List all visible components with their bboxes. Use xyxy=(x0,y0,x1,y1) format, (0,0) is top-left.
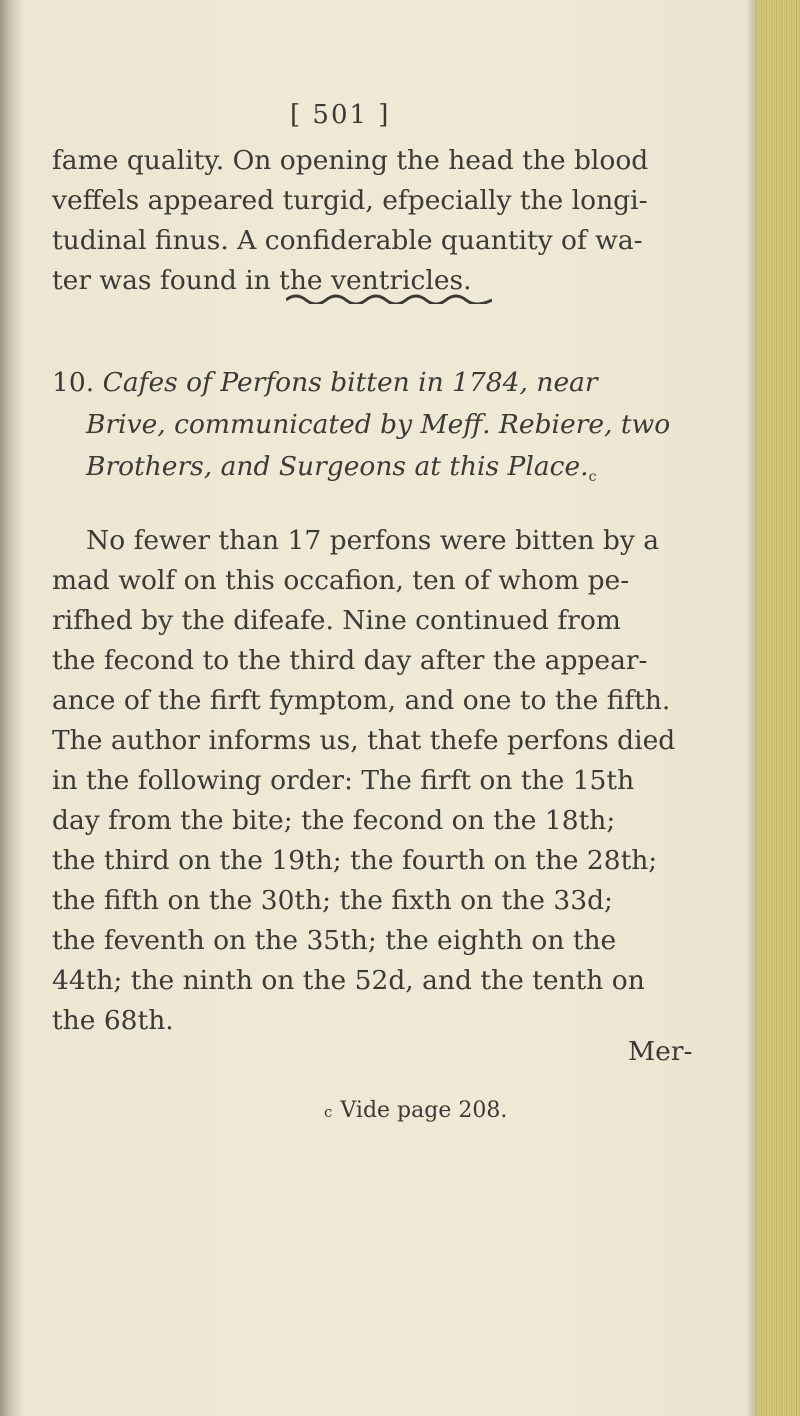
ornament-divider-icon xyxy=(286,292,492,304)
text-line: No fewer than 17 perfons were bitten by a xyxy=(86,525,660,556)
section-title-line: Cafes of Perfons bitten in 1784, near xyxy=(102,367,598,398)
edge-shadow xyxy=(746,0,756,1416)
text-line: tudinal finus. A confiderable quantity of wa- xyxy=(52,225,643,256)
text-line: mad wolf on this occafion, ten of whom pe- xyxy=(52,565,630,596)
section-title-line: Brive, communicated by Meff. Rebiere, two xyxy=(86,409,671,440)
section-number: 10. xyxy=(52,367,95,398)
paragraph-body xyxy=(52,521,732,1041)
section-title-line: Brothers, and Surgeons at this Place. xyxy=(86,451,589,482)
text-line: 44th; the ninth on the 52d, and the tenth on xyxy=(52,965,645,996)
section-heading xyxy=(52,362,732,488)
paragraph-continued xyxy=(52,141,732,301)
text-line: rifhed by the difeafe. Nine continued from xyxy=(52,605,621,636)
text-line: The author informs us, that thefe perfons died xyxy=(52,725,676,756)
text-line: the fifth on the 30th; the fixth on the 33d; xyxy=(52,885,613,916)
text-line: veffels appeared turgid, efpecially the longi- xyxy=(52,185,648,216)
text-line: fame quality. On opening the head the blood xyxy=(52,145,649,176)
text-line: the fecond to the third day after the appear- xyxy=(52,645,648,676)
text-line: the third on the 19th; the fourth on the 28th; xyxy=(52,845,658,876)
text-line: in the following order: The firft on the 15th xyxy=(52,765,635,796)
page-number-header: [ 501 ] xyxy=(290,100,391,130)
catchword: Mer- xyxy=(628,1036,693,1067)
text-line: the 68th. xyxy=(52,1005,174,1036)
footnote-mark: c xyxy=(324,1103,333,1121)
text-line: day from the bite; the fecond on the 18th; xyxy=(52,805,616,836)
footnote xyxy=(324,1098,507,1123)
footnote-reference[interactable]: c xyxy=(588,469,597,485)
text-line: ter was found in the ventricles. xyxy=(52,265,472,296)
gutter-shadow xyxy=(0,0,22,1416)
footnote-text: Vide page 208. xyxy=(340,1098,508,1123)
text-line: ance of the firft fymptom, and one to the fifth. xyxy=(52,685,671,716)
text-line: the feventh on the 35th; the eighth on the xyxy=(52,925,617,956)
page-edge-stack xyxy=(756,0,800,1416)
